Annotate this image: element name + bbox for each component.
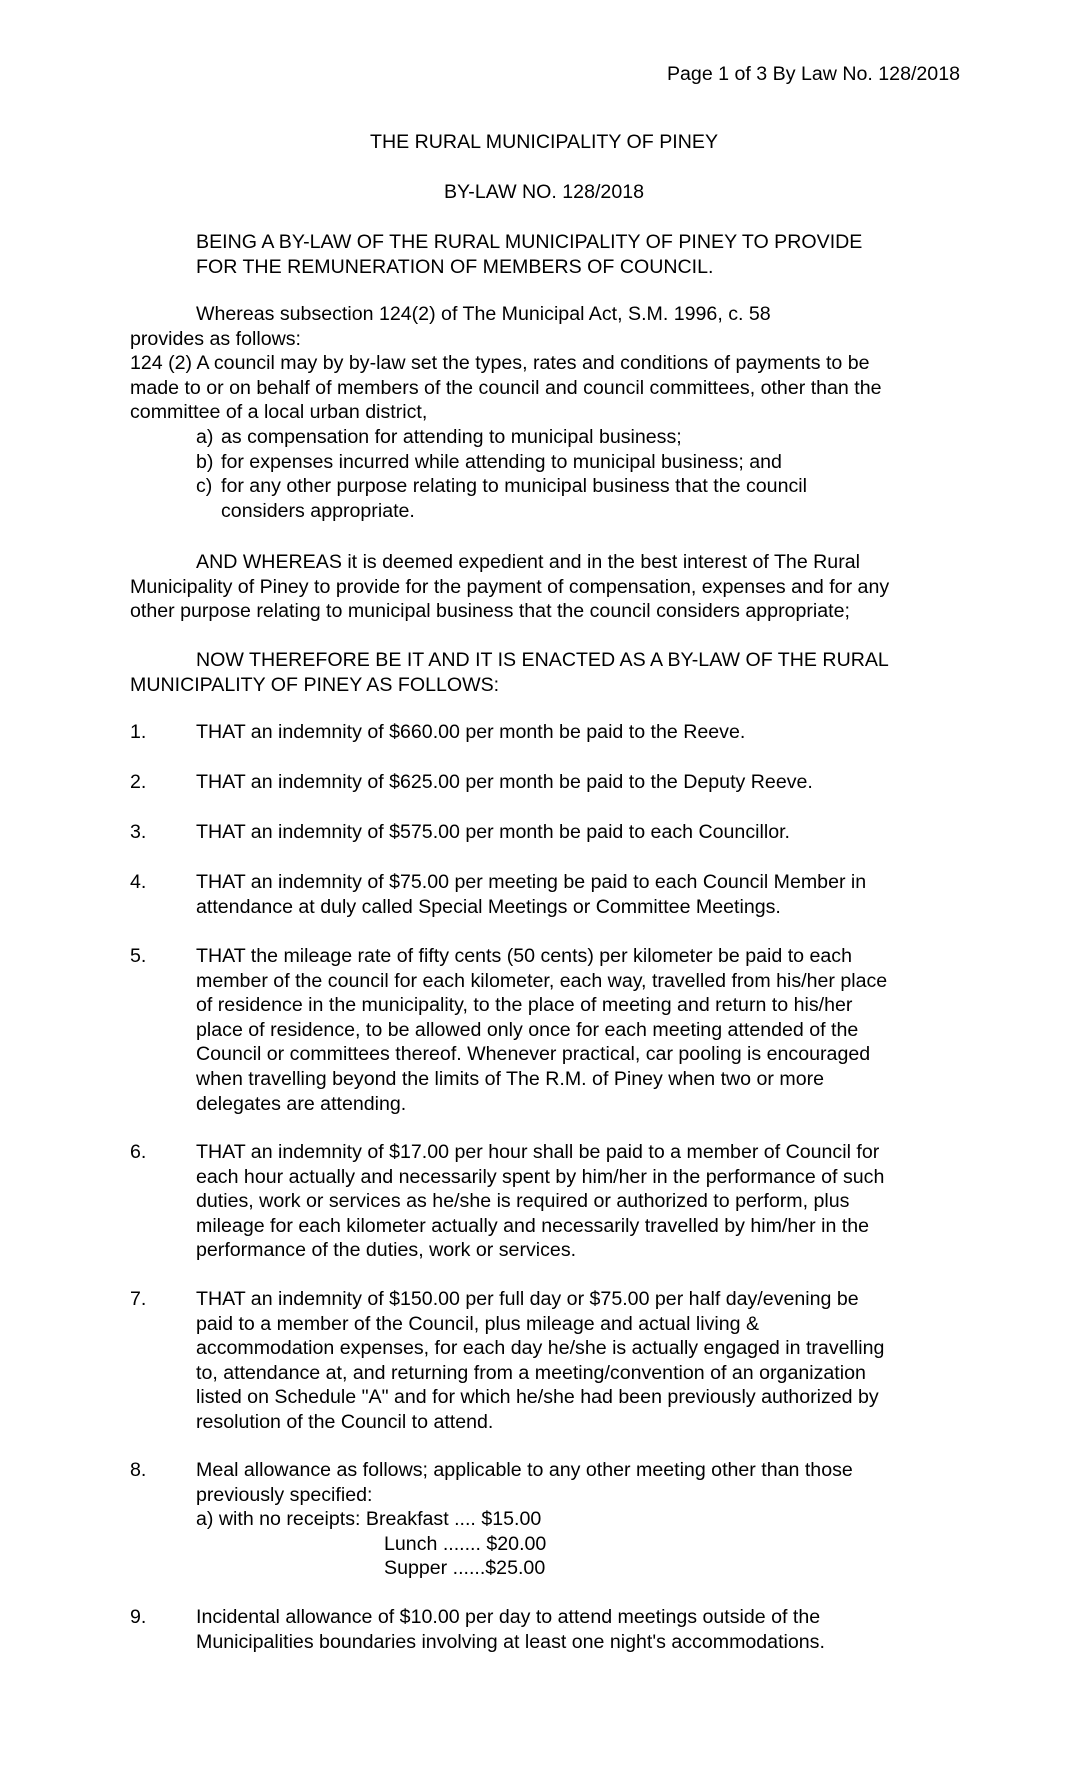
clause-line: of residence in the municipality, to the place of meeting and return to his/her	[196, 994, 853, 1017]
now-therefore-line: MUNICIPALITY OF PINEY AS FOLLOWS:	[130, 673, 500, 696]
clause-line: listed on Schedule "A" and for which he/she had been previously authorized by	[196, 1386, 879, 1409]
whereas-line: provides as follows:	[130, 327, 301, 350]
whereas-line: 124 (2) A council may by by-law set the types, rates and conditions of payments to be	[130, 352, 870, 375]
clause-line: to, attendance at, and returning from a meeting/convention of an organization	[196, 1361, 866, 1384]
clause-line: each hour actually and necessarily spent by him/her in the performance of such	[196, 1165, 885, 1188]
whereas-line: committee of a local urban district,	[130, 401, 428, 424]
clause-number: 5.	[130, 945, 147, 967]
clause-line: THAT an indemnity of $660.00 per month be paid to the Reeve.	[196, 721, 746, 743]
clause-text	[196, 820, 956, 845]
list-item	[196, 450, 807, 475]
whereas-line: Whereas subsection 124(2) of The Municipal Act, S.M. 1996, c. 58	[196, 303, 771, 325]
clause-text	[196, 1458, 956, 1507]
clause-line: THAT the mileage rate of fifty cents (50 cents) per kilometer be paid to each	[196, 945, 852, 967]
list-item	[196, 425, 807, 450]
and-whereas-line: AND WHEREAS it is deemed expedient and in the best interest of The Rural	[196, 551, 860, 573]
now-therefore-section	[130, 648, 889, 697]
clause-number: 1.	[130, 721, 147, 743]
clause-number: 7.	[130, 1288, 147, 1310]
clause-line: previously specified:	[196, 1483, 373, 1506]
list-item-text: for any other purpose relating to municipal business that the council	[221, 475, 807, 498]
purpose-line: BEING A BY-LAW OF THE RURAL MUNICIPALITY OF PINEY TO PROVIDE	[196, 231, 863, 253]
clause-line: accommodation expenses, for each day he/she is actually engaged in travelling	[196, 1337, 885, 1360]
clause-line: Municipalities boundaries involving at least one night's accommodations.	[196, 1630, 825, 1653]
clause-text	[196, 870, 956, 919]
clause-text	[196, 770, 956, 795]
meal-breakfast: a) with no receipts: Breakfast .... $15.00	[196, 1508, 542, 1530]
clause-line: Incidental allowance of $10.00 per day to attend meetings outside of the	[196, 1606, 821, 1628]
bylaw-purpose	[196, 230, 862, 279]
clause-line: when travelling beyond the limits of The R.M. of Piney when two or more	[196, 1067, 825, 1090]
clause-number: 9.	[130, 1606, 147, 1628]
clause-line: performance of the duties, work or services.	[196, 1239, 577, 1262]
clause-line: resolution of the Council to attend.	[196, 1410, 494, 1433]
page-header: Page 1 of 3 By Law No. 128/2018	[666, 63, 960, 85]
municipality-title: THE RURAL MUNICIPALITY OF PINEY	[369, 131, 719, 153]
clause-text	[196, 944, 956, 1116]
clause-line: THAT an indemnity of $575.00 per month be paid to each Councillor.	[196, 821, 790, 843]
clause-line: THAT an indemnity of $75.00 per meeting be paid to each Council Member in	[196, 871, 867, 893]
list-item-text: for expenses incurred while attending to municipal business; and	[221, 450, 782, 473]
clause-line: THAT an indemnity of $150.00 per full day or $75.00 per half day/evening be	[196, 1288, 859, 1310]
clause-line: paid to a member of the Council, plus mileage and actual living &	[196, 1312, 760, 1335]
clause-line: place of residence, to be allowed only once for each meeting attended of the	[196, 1018, 859, 1041]
whereas-list	[196, 425, 807, 523]
list-item-text: considers appropriate.	[221, 499, 415, 522]
clause-number: 6.	[130, 1141, 147, 1163]
clause-line: delegates are attending.	[196, 1092, 407, 1115]
whereas-line: made to or on behalf of members of the council and council committees, other than the	[130, 376, 882, 399]
clause-line: mileage for each kilometer actually and necessarily travelled by him/her in the	[196, 1214, 870, 1237]
list-item-label: b)	[196, 450, 214, 473]
and-whereas-section	[130, 550, 889, 624]
clause-number: 2.	[130, 771, 147, 793]
clause-text	[196, 720, 956, 745]
list-item-label: c)	[196, 475, 213, 498]
clause-line: Meal allowance as follows; applicable to any other meeting other than those	[196, 1459, 853, 1481]
clause-line: duties, work or services as he/she is required or authorized to perform, plus	[196, 1190, 850, 1213]
clause-text	[196, 1605, 956, 1654]
clause-line: THAT an indemnity of $17.00 per hour shall be paid to a member of Council for	[196, 1141, 880, 1163]
clause-line: THAT an indemnity of $625.00 per month be paid to the Deputy Reeve.	[196, 771, 813, 793]
bylaw-number: BY-LAW NO. 128/2018	[443, 181, 645, 203]
clause-line: attendance at duly called Special Meetings or Committee Meetings.	[196, 895, 781, 918]
clause-number: 4.	[130, 871, 147, 893]
list-item	[196, 474, 807, 523]
purpose-line: FOR THE REMUNERATION OF MEMBERS OF COUNCIL.	[196, 255, 714, 278]
and-whereas-line: other purpose relating to municipal business that the council considers appropriate;	[130, 600, 850, 623]
now-therefore-line: NOW THEREFORE BE IT AND IT IS ENACTED AS A BY-LAW OF THE RURAL	[196, 649, 889, 671]
clause-text	[196, 1140, 956, 1263]
meal-lunch: Lunch ....... $20.00	[384, 1532, 547, 1555]
clause-line: Council or committees thereof. Whenever practical, car pooling is encouraged	[196, 1043, 871, 1066]
meal-allowance-list	[196, 1507, 546, 1581]
clause-number: 3.	[130, 821, 147, 843]
list-item-text: as compensation for attending to municipal business;	[221, 426, 682, 448]
clause-line: member of the council for each kilometer, each way, travelled from his/her place	[196, 969, 888, 992]
clause-number: 8.	[130, 1459, 147, 1481]
list-item-label: a)	[196, 426, 214, 448]
meal-supper: Supper ......$25.00	[384, 1557, 546, 1580]
whereas-section	[130, 302, 960, 425]
clause-text	[196, 1287, 956, 1435]
and-whereas-line: Municipality of Piney to provide for the payment of compensation, expenses and for any	[130, 575, 890, 598]
